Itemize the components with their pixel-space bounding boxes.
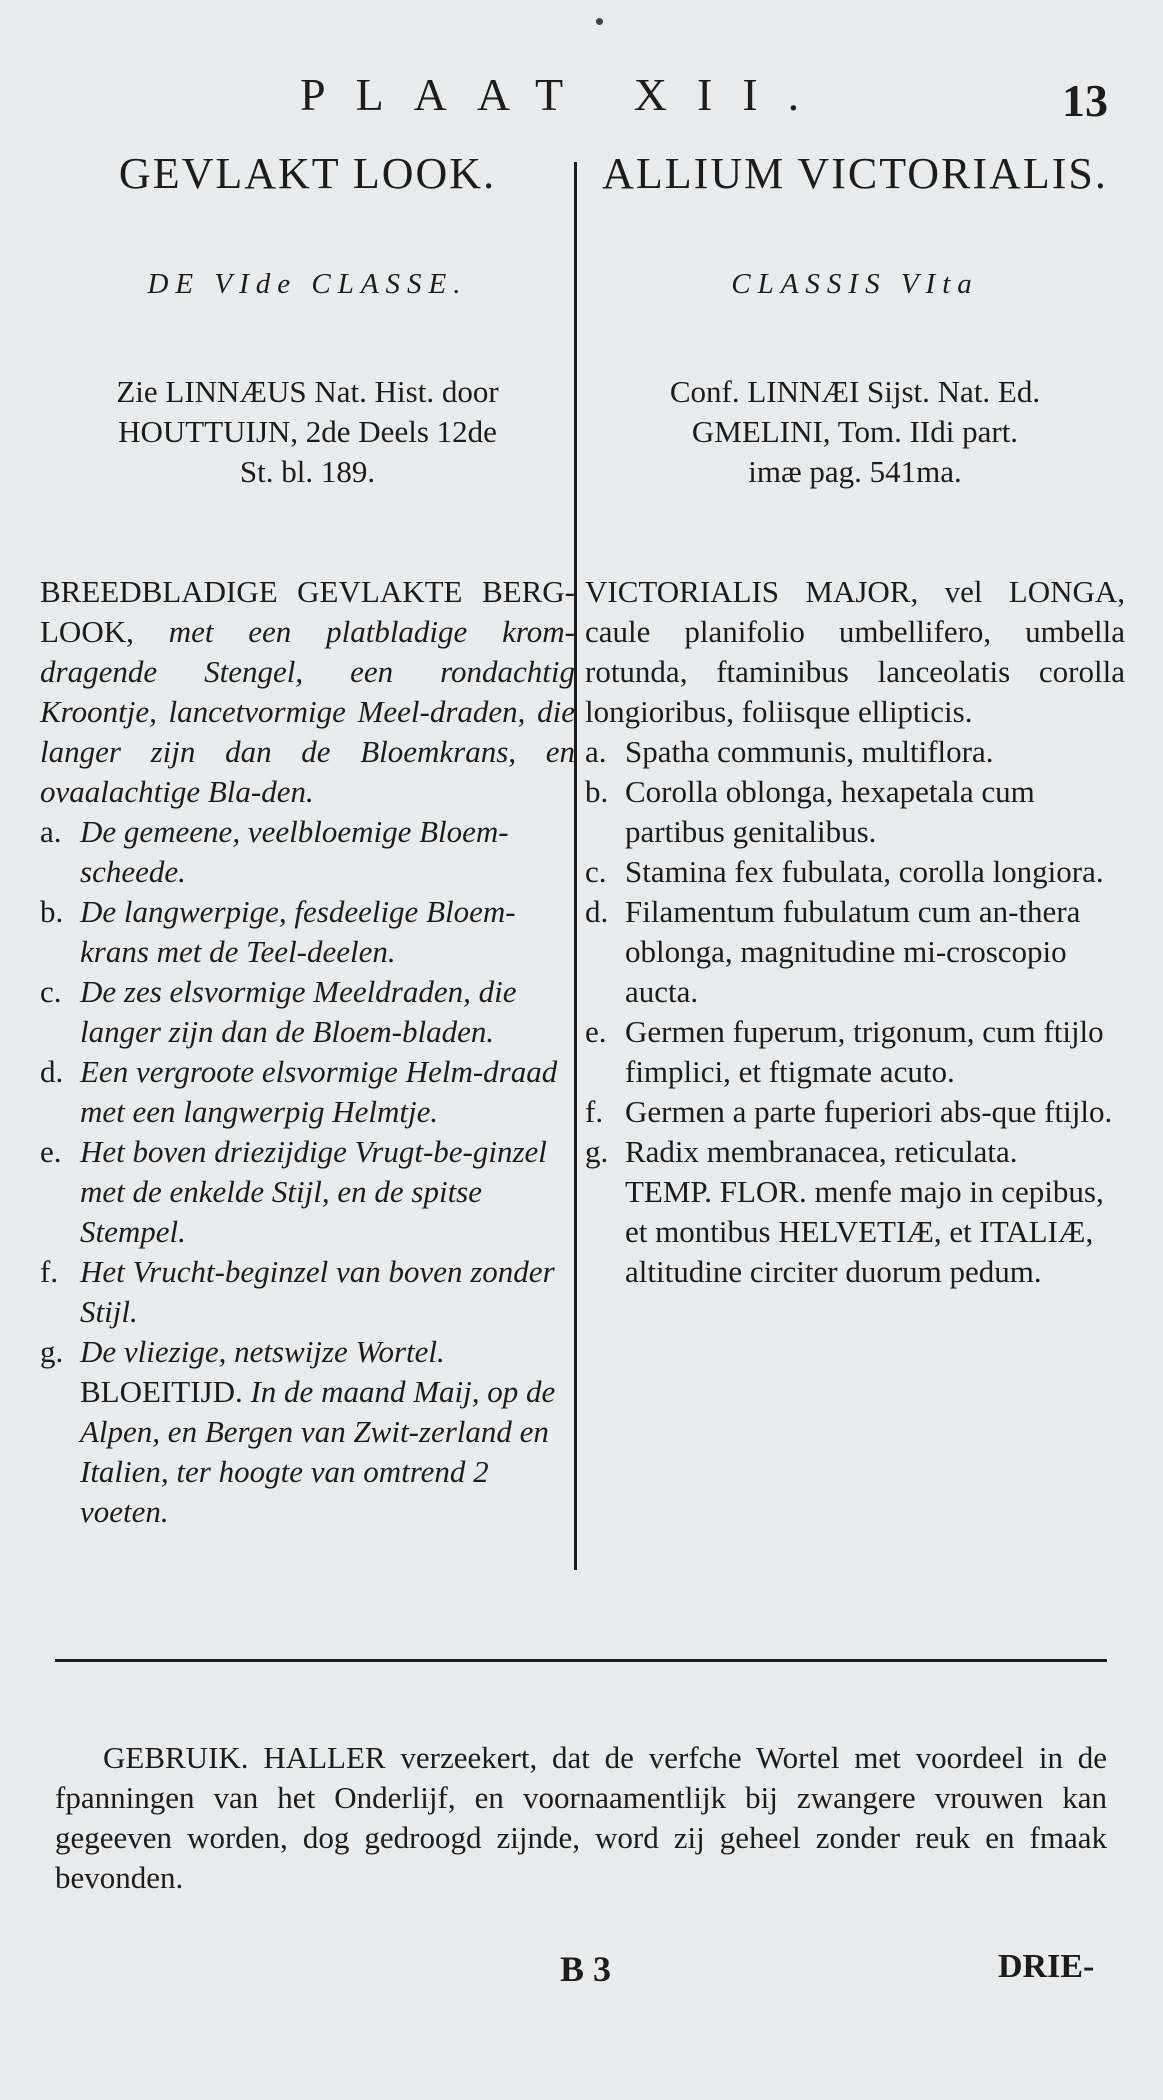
list-item [40,1132,575,1252]
left-title: GEVLAKT LOOK. [118,149,497,198]
left-class-line: DE VIde CLASSE. [147,268,468,300]
left-reference-line: St. bl. 189. [239,454,376,489]
item-letter: c. [585,854,607,889]
list-item [585,732,1125,772]
item-text: Germen a parte fuperiori abs-que ftijlo. [625,1094,1113,1129]
item-text: Stamina fex fubulata, corolla longiora. [625,854,1104,889]
right-flowering-text: menfe majo in cepibus, et montibus HELVETIÆ, et ITALIÆ, altitudine circiter duorum pedum. [625,1174,1104,1289]
left-reference-line: HOUTTUIJN, 2de Deels 12de [118,414,497,449]
left-reference [40,372,575,492]
plate-title: PLAAT XII. [300,69,830,120]
list-item [40,972,575,1052]
usage-head: GEBRUIK. [103,1740,249,1775]
left-lead-paragraph [40,572,575,812]
page-number: 13 [1062,75,1108,126]
left-lead-rest: met een platbladige krom-dragende Stengel, een rondachtig Kroontje, lancetvormige Meel-draden, die langer zijn dan de Bloemkrans, en ovaalachtige Bla-den. [40,614,576,809]
item-letter: b. [585,774,609,809]
item-text: Corolla oblonga, hexapetala cum partibus genitalibus. [625,774,1035,849]
usage-paragraph [55,1738,1107,1898]
item-letter: f. [585,1094,604,1129]
list-item [585,1132,1125,1172]
item-text: Filamentum fubulatum cum an-thera oblonga, magnitudine mi-croscopio aucta. [625,894,1081,1009]
item-text: De gemeene, veelbloemige Bloem-scheede. [80,814,509,889]
list-item [585,1012,1125,1092]
list-item [40,1332,575,1372]
right-lead-paragraph [585,572,1125,732]
right-reference-line: imæ pag. 541ma. [748,454,962,489]
list-item [40,1052,575,1132]
item-text: De vliezige, netswijze Wortel. [80,1334,445,1369]
item-text: Het Vrucht-beginzel van boven zonder Stijl. [80,1254,555,1329]
list-item [40,1252,575,1332]
right-class-line: CLASSIS VIta [731,268,979,300]
right-reference-line: GMELINI, Tom. IIdi part. [691,414,1019,449]
item-text: De zes elsvormige Meeldraden, die langer zijn dan de Bloem-bladen. [80,974,517,1049]
item-letter: e. [40,1134,62,1169]
item-letter: b. [40,894,64,929]
item-letter: e. [585,1014,607,1049]
list-item [585,852,1125,892]
list-item [585,1092,1125,1132]
item-letter: g. [40,1334,64,1369]
item-text: Radix membranacea, reticulata. [625,1134,1018,1169]
left-flowering-paragraph [40,1372,575,1532]
item-text: De langwerpige, fesdeelige Bloem-krans met de Teel-deelen. [80,894,516,969]
right-description [585,572,1125,1292]
left-reference-line: Zie LINNÆUS Nat. Hist. door [116,374,499,409]
item-letter: a. [585,734,607,769]
right-reference-line: Conf. LINNÆI Sijst. Nat. Ed. [669,374,1041,409]
item-letter: d. [585,894,609,929]
left-flowering-text: In de maand Maij, op de Alpen, en Bergen van Zwit-zerland en Italien, ter hoogte van omtrend 2 voeten. [80,1374,556,1529]
catchword: DRIE- [998,1948,1095,1985]
left-lead-head: BREEDBLADIGE GEVLAKTE BERG-LOOK, [40,574,575,649]
item-letter: f. [40,1254,59,1289]
item-text: Spatha communis, multiflora. [625,734,994,769]
item-letter: d. [40,1054,64,1089]
right-reference [585,372,1125,492]
left-flowering-head: BLOEITIJD. [80,1374,243,1409]
list-item [40,892,575,972]
item-text: Germen fuperum, trigonum, cum ftijlo fimplici, et ftigmate acuto. [625,1014,1104,1089]
left-description [40,572,575,1532]
right-flowering-head: TEMP. FLOR. [625,1174,807,1209]
item-letter: a. [40,814,62,849]
usage-text: HALLER verzeekert, dat de verfche Wortel met voordeel in de fpanningen van het Onderlijf, en voornaamentlijk bij zwangere vrouwen kan gegeeven worden, dog gedroogd zijnde, word zij geheel zonder reuk en fmaak bevonden. [55,1740,1108,1895]
printer-mark [596,18,603,25]
signature-mark: B 3 [560,1949,612,1989]
right-lead-head: VICTORIALIS MAJOR, [585,574,919,609]
right-title: ALLIUM VICTORIALIS. [602,149,1108,198]
item-letter: g. [585,1134,609,1169]
item-letter: c. [40,974,62,1009]
list-item [585,772,1125,852]
list-item [585,892,1125,1012]
item-text: Het boven driezijdige Vrugt-be-ginzel met de enkelde Stijl, en de spitse Stempel. [80,1134,547,1249]
horizontal-rule [55,1659,1107,1662]
right-flowering-paragraph [585,1172,1125,1292]
right-lead-rest: vel LONGA, caule planifolio umbellifero, umbella rotunda, ftaminibus lanceolatis corolla longioribus, foliisque ellipticis. [585,574,1126,729]
list-item [40,812,575,892]
item-text: Een vergroote elsvormige Helm-draad met een langwerpig Helmtje. [80,1054,558,1129]
